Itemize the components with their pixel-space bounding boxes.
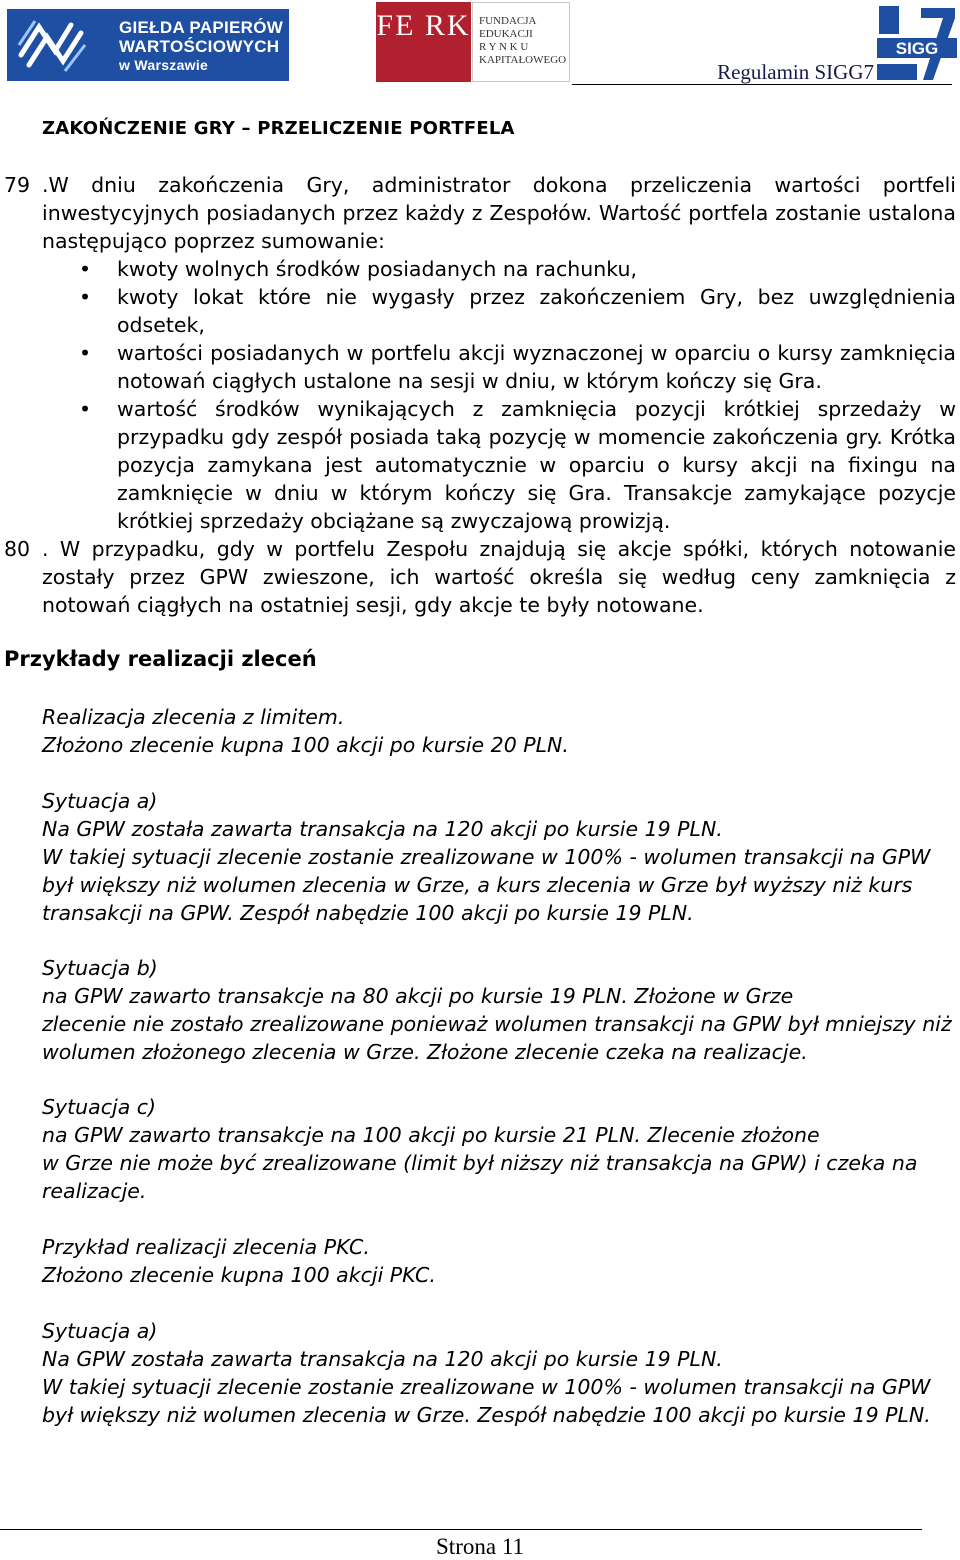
fundacja-logo-line: R Y N K U xyxy=(479,41,529,53)
gpw-logo-line: GIEŁDA PAPIERÓW xyxy=(119,18,284,37)
situation-label: Sytuacja c) xyxy=(42,1095,157,1119)
gpw-logo xyxy=(7,9,289,81)
ferk-logo-text: FE RK xyxy=(376,9,471,42)
list-item xyxy=(79,283,956,339)
situation-label: Sytuacja a) xyxy=(42,789,158,813)
footer-divider xyxy=(0,1529,922,1530)
bullet-icon: • xyxy=(79,285,92,309)
ferk-logo xyxy=(376,2,471,82)
fundacja-logo-line: KAPITAŁOWEGO xyxy=(479,54,567,66)
situation-text: na GPW zawarto transakcje na 100 akcji po kursie 21 PLN. Zlecenie złożone w Grze nie może być zrealizowane (limit był niższy niż transakcja na GPW) i czeka na realizacje. xyxy=(42,1123,918,1203)
fundacja-logo xyxy=(472,2,570,82)
fundacja-logo-line: FUNDACJA xyxy=(479,15,537,27)
situation-label: Sytuacja b) xyxy=(42,956,158,980)
fundacja-logo-text xyxy=(479,15,566,67)
paragraph-79: .W dniu zakończenia Gry, administrator dokona przeliczenia wartości portfeli inwestycyjnych posiadanych przez każdy z Zespołów. Wartość portfela zostanie ustalona następująco poprzez sumowanie: xyxy=(42,173,956,253)
limit-example-title: Realizacja zlecenia z limitem. xyxy=(42,705,345,729)
examples-title: Przykłady realizacji zleceń xyxy=(4,647,317,671)
situation-text: Na GPW została zawarta transakcja na 120 akcji po kursie 19 PLN. W takiej sytuacji zlecenie zostanie zrealizowane w 100% - wolumen transakcji na GPW był większy niż wolumen zlecenia w Grze. Zespół nabędzie 100 akcji po kursie 19 PLN. xyxy=(42,1347,931,1427)
page-number: Strona 11 xyxy=(436,1534,524,1559)
list-item-text: kwoty wolnych środków posiadanych na rachunku, xyxy=(117,257,637,281)
gpw-logo-text xyxy=(119,18,283,75)
sigg-logo-icon xyxy=(877,4,957,82)
list-item-text: wartości posiadanych w portfelu akcji wyznaczonej w oparciu o kursy zamknięcia notowań ciągłych ustalone na sesji w dniu, w którym kończy się Gra. xyxy=(117,341,956,393)
situation-label: Sytuacja a) xyxy=(42,1319,158,1343)
bullet-icon: • xyxy=(79,257,92,281)
list-item xyxy=(79,255,956,283)
paragraph-number: 80 xyxy=(4,537,31,561)
pkc-example-order: Złożono zlecenie kupna 100 akcji PKC. xyxy=(42,1263,436,1287)
page-header xyxy=(0,0,960,84)
gpw-logo-line: w Warszawie xyxy=(119,57,209,73)
paragraph-number: 79 xyxy=(4,173,31,197)
list-item-text: kwoty lokat które nie wygasły przez zakończeniem Gry, bez uwzględnienia odsetek, xyxy=(117,285,956,337)
limit-example-order: Złożono zlecenie kupna 100 akcji po kursie 20 PLN. xyxy=(42,733,569,757)
paragraph-80: . W przypadku, gdy w portfelu Zespołu znajdują się akcje spółki, których notowanie zostały przez GPW zwieszone, ich wartość określa się według ceny zamknięcia z notowań ciągłych na ostatniej sesji, gdy akcje te były notowane. xyxy=(42,537,956,617)
sigg-logo-text: SIGG xyxy=(895,39,939,58)
list-item-text: wartość środków wynikających z zamknięcia pozycji krótkiej sprzedaży w przypadku gdy zespół posiada taką pozycję w momencie zakończenia gry. Krótka pozycja zamykana jest automatycznie w oparciu o kursy akcji na fixingu na zamknięcie w dniu w którym kończy się Gra. Transakcje zamykające pozycje krótkiej sprzedaży obciążane są zwyczajową prowizją. xyxy=(117,397,956,533)
pkc-example-title: Przykład realizacji zlecenia PKC. xyxy=(42,1235,370,1259)
bullet-icon: • xyxy=(79,341,92,365)
section-heading: ZAKOŃCZENIE GRY – PRZELICZENIE PORTFELA xyxy=(42,118,515,139)
document-title: Regulamin SIGG7 xyxy=(717,60,874,84)
header-divider xyxy=(572,84,952,85)
list-item xyxy=(79,339,956,395)
bullet-list xyxy=(79,255,956,535)
situation-text: na GPW zawarto transakcje na 80 akcji po kursie 19 PLN. Złożone w Grze zlecenie nie zostało zrealizowane ponieważ wolumen transakcji na GPW był mniejszy niż wolumen złożonego zlecenia w Grze. Złożone zlecenie czeka na realizacje. xyxy=(42,984,952,1064)
fundacja-logo-line: EDUKACJI xyxy=(479,28,533,40)
gpw-emblem-icon xyxy=(15,15,89,75)
list-item xyxy=(79,395,956,535)
gpw-logo-line: WARTOŚCIOWYCH xyxy=(119,37,280,56)
bullet-icon: • xyxy=(79,397,92,421)
situation-text: Na GPW została zawarta transakcja na 120 akcji po kursie 19 PLN. W takiej sytuacji zlecenie zostanie zrealizowane w 100% - wolumen transakcji na GPW był większy niż wolumen zlecenia w Grze, a kurs zlecenia w Grze był wyższy niż kurs transakcji na GPW. Zespół nabędzie 100 akcji po kursie 19 PLN. xyxy=(42,817,931,925)
